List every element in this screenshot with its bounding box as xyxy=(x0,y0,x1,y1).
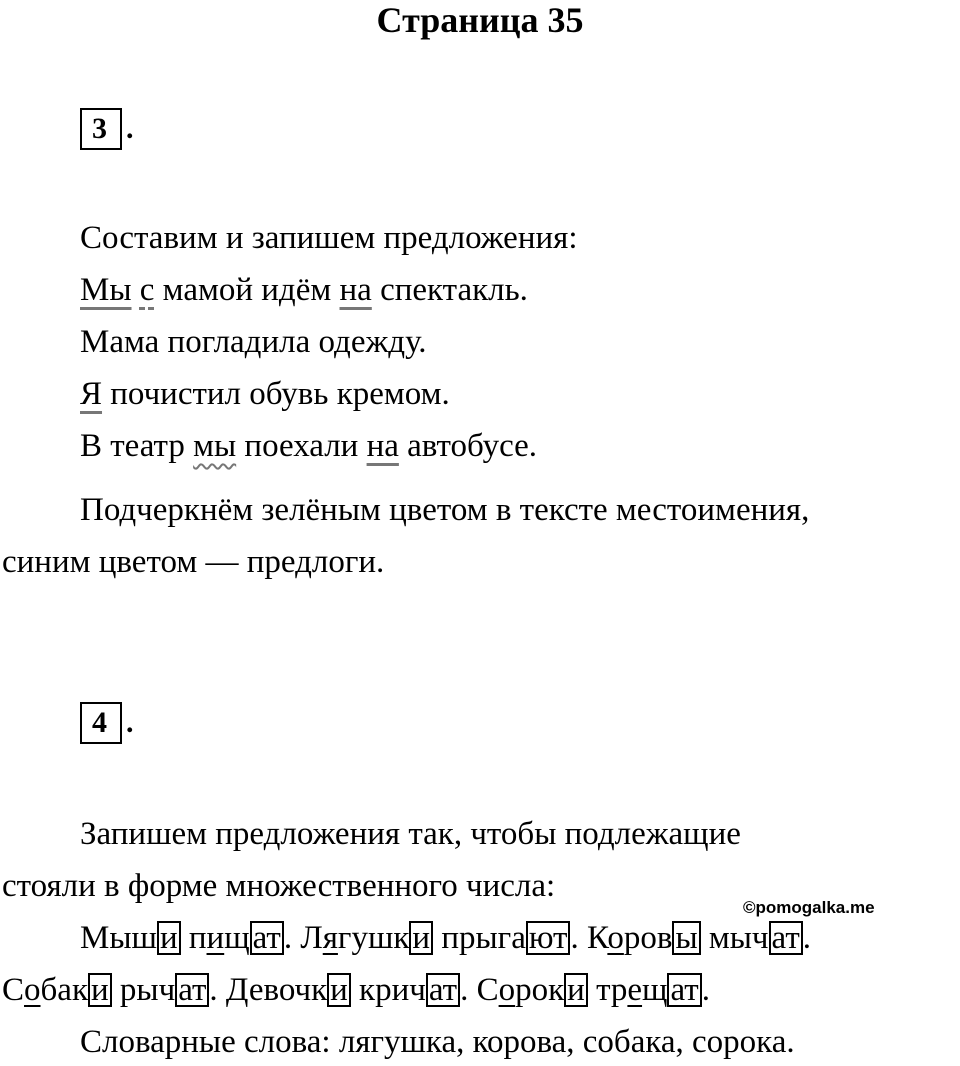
text: С xyxy=(2,972,25,1008)
text: Мыш xyxy=(80,920,157,956)
text: рок xyxy=(515,972,565,1008)
task3-sentence-3 xyxy=(0,374,960,414)
text: кри xyxy=(350,972,410,1008)
task3-note-line-2: синим цветом — предлоги. xyxy=(2,544,385,580)
task4-line-1 xyxy=(0,918,960,958)
task3-sentence-2: Мама погладила одежду. xyxy=(80,324,427,360)
vowel-underline: о xyxy=(607,920,624,956)
watermark: ©pomogalka.me xyxy=(743,898,875,917)
preposition-s: с xyxy=(139,272,155,308)
text: щ xyxy=(642,972,668,1008)
text: поехали xyxy=(236,428,367,464)
ending-box: ат xyxy=(175,973,209,1007)
ending-box: и xyxy=(327,973,351,1007)
ending-box: ы xyxy=(672,921,700,955)
ending-box: и xyxy=(88,973,112,1007)
text: . С xyxy=(460,972,499,1008)
space xyxy=(132,272,140,308)
text: щ xyxy=(224,920,250,956)
task4-intro-line-1: Запишем предложения так, чтобы подлежащие xyxy=(80,816,741,852)
task-number-4-digit: 4 xyxy=(92,706,107,739)
text: В театр xyxy=(80,428,194,464)
ending-box: ат xyxy=(426,973,460,1007)
ending-box: ат xyxy=(769,921,803,955)
vowel-underline: о xyxy=(498,972,516,1008)
text: почистил обувь кремом. xyxy=(102,376,450,412)
ending-box: и xyxy=(409,921,433,955)
text: . Девочк xyxy=(209,972,328,1008)
text: п xyxy=(180,920,207,956)
text: ч xyxy=(409,972,426,1008)
text: . xyxy=(802,920,811,956)
text: рыч xyxy=(111,972,176,1008)
ending-box: ат xyxy=(250,921,284,955)
text: тр xyxy=(587,972,628,1008)
text: мамой идём xyxy=(154,272,340,308)
ending-box: ат xyxy=(667,973,701,1007)
task-number-3-digit: 3 xyxy=(92,112,107,145)
pronoun-my: мы xyxy=(193,428,237,464)
preposition-na: на xyxy=(366,428,399,464)
text: прыга xyxy=(433,920,526,956)
text: автобусе. xyxy=(398,428,538,464)
task3-intro: Составим и запишем предложения: xyxy=(80,220,578,256)
text: . xyxy=(701,972,710,1008)
page-title: Страница 35 xyxy=(376,0,584,40)
vowel-underline: я xyxy=(322,920,338,956)
ending-box: и xyxy=(157,921,181,955)
text: . К xyxy=(570,920,608,956)
task4-dictionary-words: Словарные слова: лягушка, корова, собака, сорока. xyxy=(80,1024,795,1060)
vowel-underline: е xyxy=(627,972,643,1008)
text: бак xyxy=(40,972,88,1008)
pronoun-my: Мы xyxy=(80,272,132,308)
pronoun-ya: Я xyxy=(80,376,103,412)
preposition-na: на xyxy=(339,272,372,308)
text: спектакль. xyxy=(371,272,528,308)
task3-note-line-1: Подчеркнём зелёным цветом в тексте местоимения, xyxy=(80,492,810,528)
ending-box: и xyxy=(564,973,588,1007)
vowel-underline: и xyxy=(206,920,225,956)
task4-intro-line-2: стояли в форме множественного числа: xyxy=(2,868,556,904)
text: гушк xyxy=(337,920,410,956)
text: . Л xyxy=(283,920,323,956)
task-number-3 xyxy=(80,108,134,150)
text: мыч xyxy=(700,920,769,956)
task3-sentence-1 xyxy=(0,270,960,310)
text: ров xyxy=(623,920,673,956)
task3-sentence-4 xyxy=(0,426,960,466)
task-number-4-dot: . xyxy=(126,706,134,739)
task-number-3-dot: . xyxy=(126,112,134,145)
ending-box: ют xyxy=(526,921,571,955)
vowel-underline: о xyxy=(24,972,41,1008)
task4-line-2 xyxy=(0,970,960,1010)
task-number-4 xyxy=(80,702,134,744)
